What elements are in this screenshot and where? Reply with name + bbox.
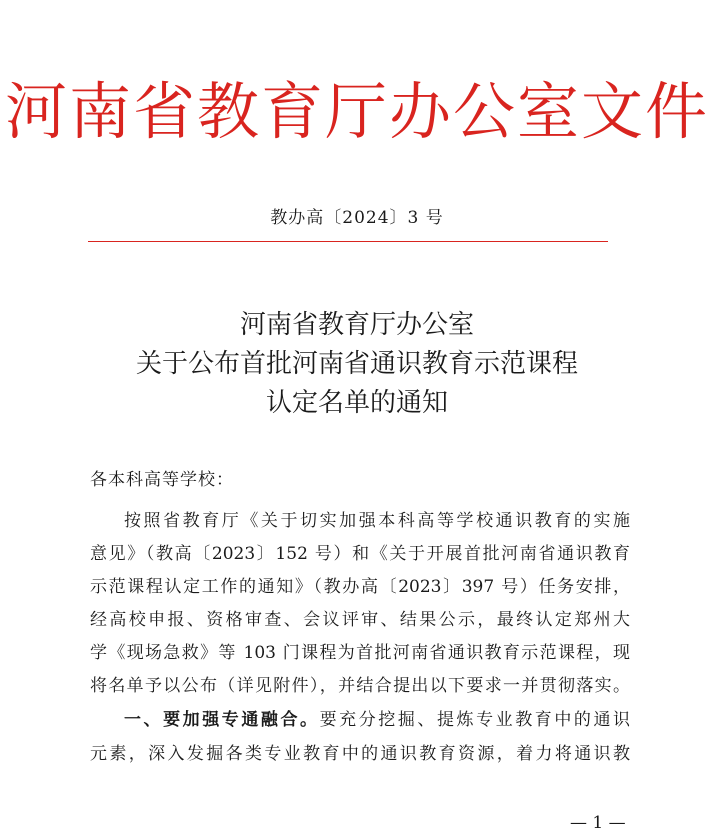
notice-title — [0, 306, 714, 423]
body-line: 学《现场急救》等 103 门课程为首批河南省通识教育示范课程，现 — [90, 643, 630, 663]
notice-title-line: 河南省教育厅办公室 — [239, 310, 474, 340]
body-line: 按照省教育厅《关于切实加强本科高等学校通识教育的实施 — [124, 511, 630, 531]
section-text: 要充分挖掘、提炼专业教育中的通识 — [319, 710, 631, 730]
section-heading: 一、要加强专通融合。 — [124, 710, 320, 730]
header-divider — [88, 241, 608, 242]
body-line — [124, 708, 630, 732]
notice-title-line: 认定名单的通知 — [265, 388, 448, 418]
notice-title-line: 关于公布首批河南省通识教育示范课程 — [135, 349, 578, 379]
body-line: 示范课程认定工作的通知》（教办高〔2023〕397 号）任务安排， — [90, 577, 630, 597]
page-number: — 1 — — [570, 813, 626, 833]
body-line: 元素，深入发掘各类专业教育中的通识教育资源，着力将通识教 — [90, 744, 630, 764]
body-line: 将名单予以公布（详见附件），并结合提出以下要求一并贯彻落实。 — [90, 676, 630, 696]
body-line: 意见》（教高〔2023〕152 号）和《关于开展首批河南省通识教育 — [90, 544, 630, 564]
document-header-title: 河南省教育厅办公室文件 — [4, 75, 709, 148]
salutation: 各本科高等学校： — [90, 470, 234, 490]
body-line: 经高校申报、资格审查、会议评审、结果公示，最终认定郑州大 — [90, 610, 630, 630]
document-number: 教办高〔2024〕3 号 — [270, 208, 444, 228]
